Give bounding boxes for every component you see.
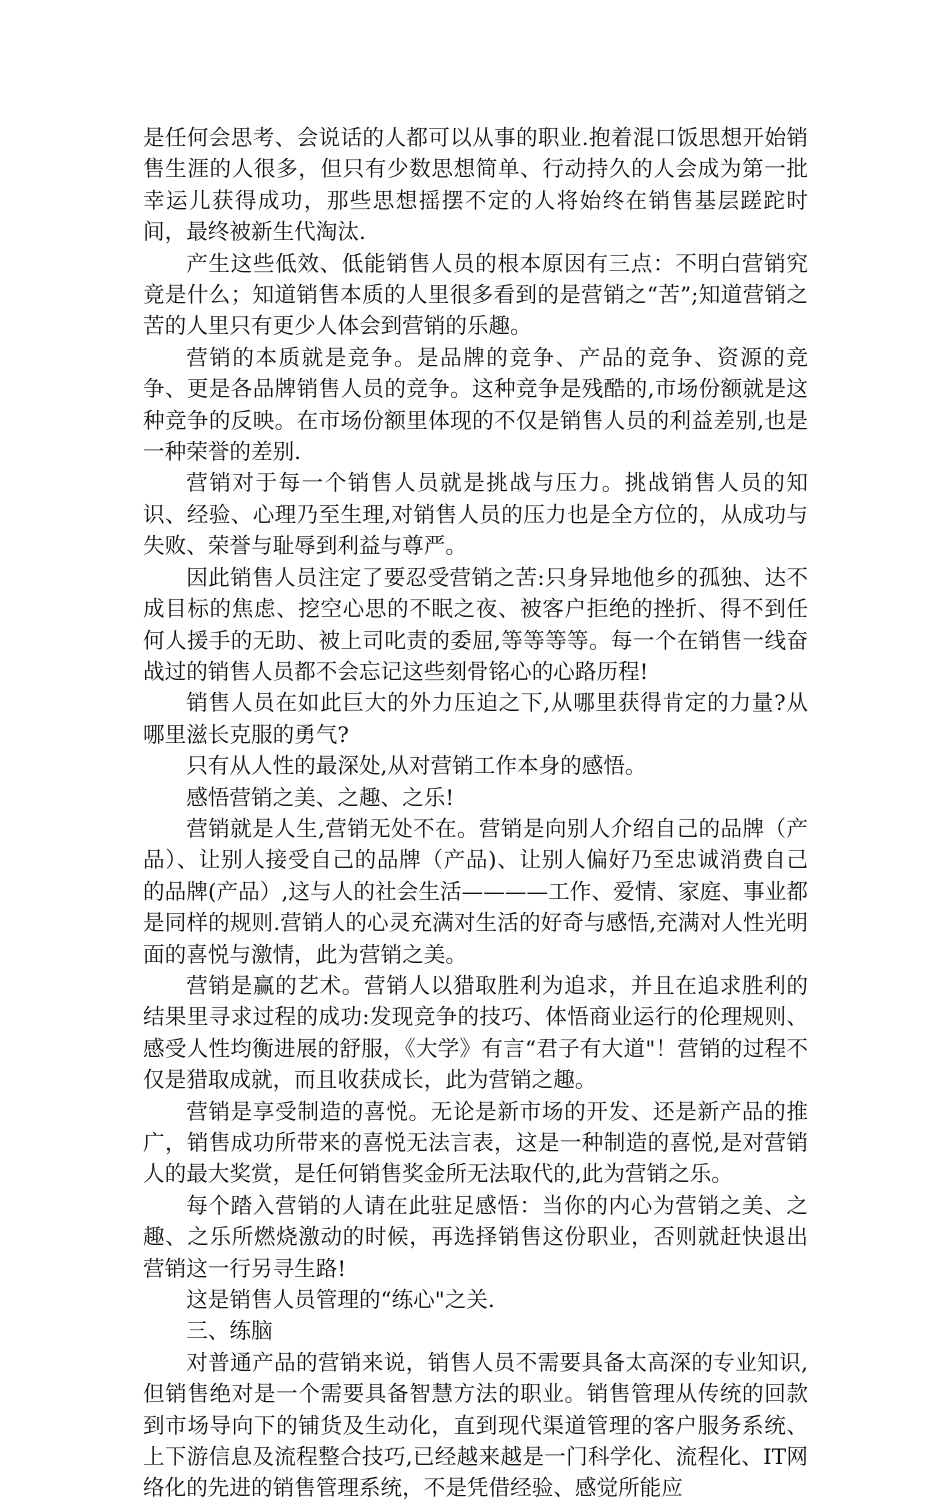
- paragraph: 对普通产品的营销来说，销售人员不需要具备太高深的专业知识,但销售绝对是一个需要具备智慧方法的职业。销售管理从传统的回款到市场导向下的铺货及生动化，直到现代渠道管理的客户服务系统、上下游信息及流程整合技巧,已经越来越是一门科学化、流程化、IT网络化的先进的销售管理系统，不是凭借经验、感觉所能应: [143, 1350, 808, 1502]
- paragraph: 销售人员在如此巨大的外力压迫之下,从哪里获得肯定的力量?从哪里滋长克服的勇气?: [143, 691, 808, 748]
- section-heading: 三、练脑: [186, 1319, 273, 1345]
- paragraph: 感悟营销之美、之趣、之乐!: [186, 785, 454, 811]
- paragraph: 营销是享受制造的喜悦。无论是新市场的开发、还是新产品的推广，销售成功所带来的喜悦无法言表，这是一种制造的喜悦,是对营销人的最大奖赏，是任何销售奖金所无法取代的,此为营销之乐。: [143, 1099, 808, 1188]
- document-body: [143, 123, 808, 1505]
- paragraph: 因此销售人员注定了要忍受营销之苦:只身异地他乡的孤独、达不成目标的焦虑、挖空心思的不眠之夜、被客户拒绝的挫折、得不到任何人援手的无助、被上司叱责的委屈,等等等等。每一个在销售一线奋战过的销售人员都不会忘记这些刻骨铭心的心路历程!: [143, 565, 808, 685]
- paragraph: 只有从人性的最深处,从对营销工作本身的感悟。: [186, 754, 647, 780]
- paragraph: 是任何会思考、会说话的人都可以从事的职业.抱着混口饭思想开始销售生涯的人很多，但只有少数思想简单、行动持久的人会成为第一批幸运儿获得成功，那些思想摇摆不定的人将始终在销售基层蹉跎时间，最终被新生代淘汰.: [143, 126, 808, 246]
- paragraph: 营销就是人生,营销无处不在。营销是向别人介绍自己的品牌（产品）、让别人接受自己的品牌（产品)、让别人偏好乃至忠诚消费自己的品牌(产品）,这与人的社会生活————工作、爱情、家庭、事业都是同样的规则.营销人的心灵充满对生活的好奇与感悟,充满对人性光明面的喜悦与激情，此为营销之美。: [143, 816, 808, 968]
- paragraph: 每个踏入营销的人请在此驻足感悟：当你的内心为营销之美、之趣、之乐所燃烧激动的时候，再选择销售这份职业，否则就赶快退出营销这一行另寻生路!: [143, 1193, 808, 1282]
- paragraph: 营销是赢的艺术。营销人以猎取胜利为追求，并且在追求胜利的结果里寻求过程的成功:发现竞争的技巧、体悟商业运行的伦理规则、感受人性均衡进展的舒服，《大学》有言“君子有大道"！营销的过程不仅是猎取成就，而且收获成长，此为营销之趣。: [143, 973, 808, 1094]
- paragraph: 这是销售人员管理的“练心"之关.: [186, 1288, 495, 1314]
- paragraph: 营销对于每一个销售人员就是挑战与压力。挑战销售人员的知识、经验、心理乃至生理,对销售人员的压力也是全方位的，从成功与失败、荣誉与耻辱到利益与尊严。: [143, 471, 808, 560]
- paragraph: 营销的本质就是竞争。是品牌的竞争、产品的竞争、资源的竞争、更是各品牌销售人员的竞争。这种竞争是残酷的,市场份额就是这种竞争的反映。在市场份额里体现的不仅是销售人员的利益差别,也是一种荣誉的差别.: [143, 345, 808, 466]
- paragraph: 产生这些低效、低能销售人员的根本原因有三点：不明白营销究竟是什么；知道销售本质的人里很多看到的是营销之“苦”;知道营销之苦的人里只有更少人体会到营销的乐趣。: [143, 251, 808, 340]
